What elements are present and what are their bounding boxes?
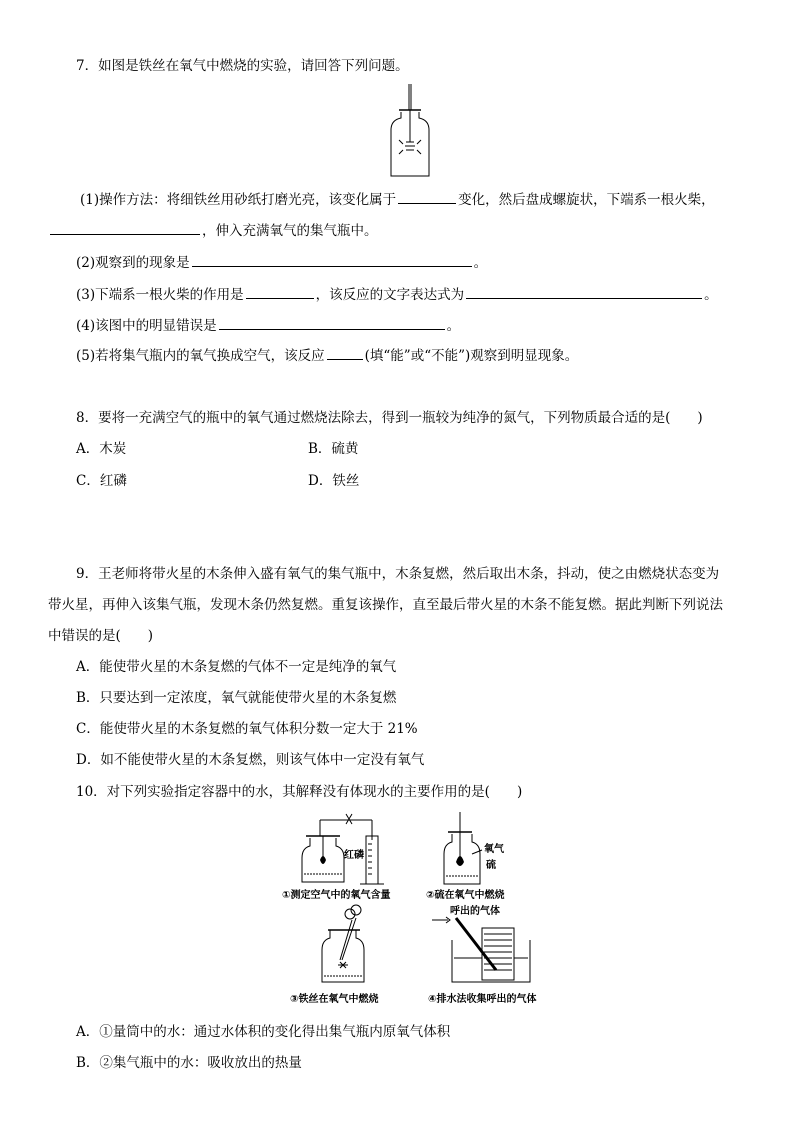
iron-wire-bottle-figure [385,80,435,180]
water-experiments-figure [280,810,550,1010]
q8-title: 8．要将一充满空气的瓶中的氧气通过燃烧法除去，得到一瓶较为纯净的氮气，下列物质最合适的是( ) [76,410,703,426]
q8-option-b[interactable]: B．硫黄 [308,441,359,457]
answer-blank[interactable] [50,221,200,235]
answer-blank[interactable] [398,190,456,204]
answer-blank[interactable] [327,346,363,360]
answer-blank[interactable] [246,285,314,299]
q7-part5: (5)若将集气瓶内的氧气换成空气，该反应 (填“能”或“不能”)观察到明显现象。 [76,348,579,364]
q7-part2: (2)观察到的现象是 。 [76,255,488,271]
q9-stem-line2: 带火星，再伸入该集气瓶，发现木条仍然复燃。重复该操作，直至最后带火星的木条不能复燃。据此判断下列说法 [48,597,723,613]
q9-option-c[interactable]: C．能使带火星的木条复燃的氧气体积分数一定大于 21% [76,721,418,737]
q9-stem-line1: 9．王老师将带火星的木条伸入盛有氧气的集气瓶中，木条复燃，然后取出木条，抖动，使之由燃烧状态变为 [76,566,720,582]
q7-part4: (4)该图中的明显错误是 。 [76,318,461,334]
answer-blank[interactable] [219,316,445,330]
experiment-2-apparatus [444,812,482,884]
answer-blank[interactable] [466,285,702,299]
caption-experiment-2: ②硫在氧气中燃烧 [426,890,505,901]
caption-experiment-4: ④排水法收集呼出的气体 [428,994,537,1005]
label-red-phosphorus: 红磷 [344,850,364,861]
experiment-3-apparatus [322,905,364,982]
caption-experiment-3: ③铁丝在氧气中燃烧 [290,994,379,1005]
q7-part3: (3)下端系一根火柴的作用是 ，该反应的文字表达式为 。 [76,287,718,303]
q9-option-a[interactable]: A．能使带火星的木条复燃的气体不一定是纯净的氧气 [76,659,397,675]
q10-option-b[interactable]: B．②集气瓶中的水：吸收放出的热量 [76,1055,302,1071]
answer-blank[interactable] [192,253,472,267]
q10-title: 10．对下列实验指定容器中的水，其解释没有体现水的主要作用的是( ) [76,784,523,800]
q9-option-d[interactable]: D．如不能使带火星的木条复燃，则该气体中一定没有氧气 [76,752,425,768]
q7-title: 7．如图是铁丝在氧气中燃烧的实验，请回答下列问题。 [76,58,409,74]
label-sulfur: 硫 [486,860,496,871]
q8-option-c[interactable]: C．红磷 [76,473,127,489]
q10-option-a[interactable]: A．①量筒中的水：通过水体积的变化得出集气瓶内原氧气体积 [76,1024,451,1040]
q7-part1-line1: (1)操作方法：将细铁丝用砂纸打磨光亮，该变化属于 变化，然后盘成螺旋状，下端系一根火柴， [80,192,715,208]
experiment-4-apparatus [432,917,530,982]
caption-experiment-1: ①测定空气中的氧气含量 [282,890,391,901]
q7-part1-line2: ，伸入充满氧气的集气瓶中。 [48,221,378,240]
label-oxygen: 氧气 [484,844,504,855]
q9-stem-line3: 中错误的是( ) [48,628,154,644]
q8-option-a[interactable]: A．木炭 [76,441,127,457]
experiment-1-apparatus [302,814,384,884]
q8-option-d[interactable]: D．铁丝 [308,473,360,489]
label-exhaled-gas: 呼出的气体 [450,906,500,917]
q9-option-b[interactable]: B．只要达到一定浓度，氧气就能使带火星的木条复燃 [76,690,397,706]
